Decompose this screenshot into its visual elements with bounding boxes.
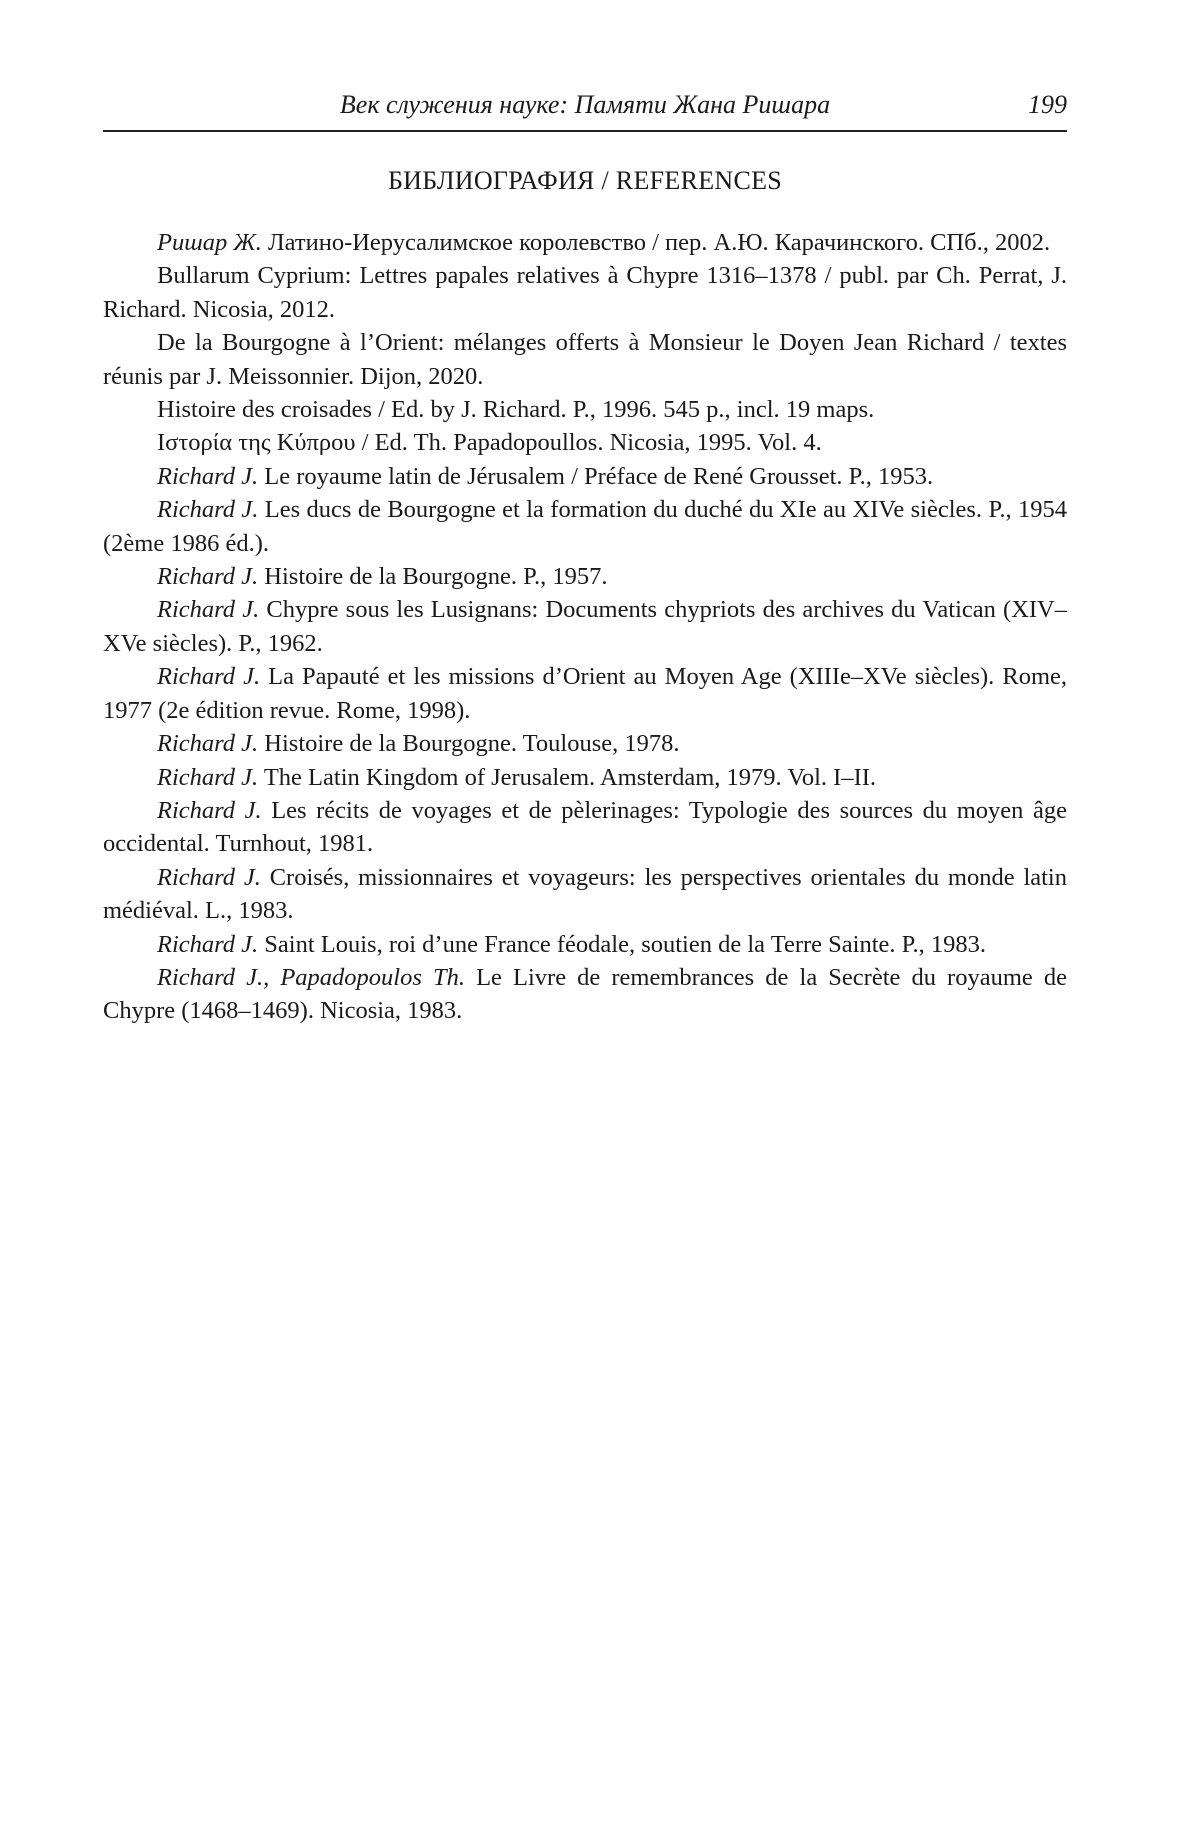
reference-author: Richard J. bbox=[157, 864, 261, 891]
reference-entry bbox=[103, 727, 1067, 760]
reference-text: La Papauté et les missions d’Orient au Moyen Age (XIIIe–XVe siècles). Rome, 1977 (2e édition revue. Rome, 1998). bbox=[103, 663, 1067, 723]
reference-entry bbox=[103, 660, 1067, 727]
running-title: Век служения науке: Памяти Жана Ришара bbox=[103, 88, 1067, 122]
reference-entry bbox=[103, 393, 1067, 426]
reference-author: Richard J. bbox=[157, 496, 258, 523]
reference-author: Richard J. bbox=[157, 764, 258, 791]
reference-author: Richard J. bbox=[157, 596, 259, 623]
reference-entry bbox=[103, 259, 1067, 326]
running-header bbox=[103, 96, 1067, 132]
reference-text: Saint Louis, roi d’une France féodale, soutien de la Terre Sainte. P., 1983. bbox=[258, 931, 986, 958]
reference-text: Chypre sous les Lusignans: Documents chypriots des archives du Vatican (XIV–XVe siècles). P., 1962. bbox=[103, 596, 1067, 656]
reference-text: Histoire des croisades / Ed. by J. Richard. P., 1996. 545 p., incl. 19 maps. bbox=[157, 396, 874, 423]
reference-author: Richard J. bbox=[157, 463, 258, 490]
reference-author: Richard J. bbox=[157, 931, 258, 958]
reference-text: The Latin Kingdom of Jerusalem. Amsterdam, 1979. Vol. I–II. bbox=[258, 764, 876, 791]
section-title: БИБЛИОГРАФИЯ / REFERENCES bbox=[103, 166, 1067, 196]
reference-text: De la Bourgogne à l’Orient: mélanges offerts à Monsieur le Doyen Jean Richard / textes réunis par J. Meissonnier. Dijon, 2020. bbox=[103, 329, 1067, 389]
reference-author: Richard J. bbox=[157, 730, 258, 757]
reference-entry bbox=[103, 426, 1067, 459]
reference-entry bbox=[103, 226, 1067, 259]
reference-entry bbox=[103, 493, 1067, 560]
reference-text: Bullarum Cyprium: Lettres papales relatives à Chypre 1316–1378 / publ. par Ch. Perrat, J. Richard. Nicosia, 2012. bbox=[103, 262, 1067, 322]
reference-text: Le Livre de remembrances de la Secrète du royaume de Chypre (1468–1469). Nicosia, 1983. bbox=[103, 964, 1067, 1024]
reference-entry bbox=[103, 326, 1067, 393]
reference-entry bbox=[103, 794, 1067, 861]
reference-author: Ришар Ж. bbox=[157, 229, 262, 256]
reference-author: Richard J. bbox=[157, 797, 262, 824]
reference-text: Латино-Иерусалимское королевство / пер. А.Ю. Карачинского. СПб., 2002. bbox=[262, 229, 1050, 256]
reference-author: Richard J. bbox=[157, 563, 258, 590]
reference-text: Les récits de voyages et de pèlerinages: Typologie des sources du moyen âge occidental. Turnhout, 1981. bbox=[103, 797, 1067, 857]
reference-text: Les ducs de Bourgogne et la formation du duché du XIe au XIVe siècles. P., 1954 (2ème 1986 éd.). bbox=[103, 496, 1067, 556]
reference-text: Histoire de la Bourgogne. P., 1957. bbox=[258, 563, 607, 590]
reference-list bbox=[103, 226, 1067, 1028]
reference-text: Le royaume latin de Jérusalem / Préface de René Grousset. P., 1953. bbox=[258, 463, 933, 490]
reference-text: Ιστορία της Κύπρου / Ed. Th. Papadopoullos. Nicosia, 1995. Vol. 4. bbox=[157, 429, 822, 456]
reference-author: Richard J. bbox=[157, 663, 260, 690]
reference-entry bbox=[103, 593, 1067, 660]
reference-entry bbox=[103, 460, 1067, 493]
reference-entry bbox=[103, 928, 1067, 961]
reference-text: Histoire de la Bourgogne. Toulouse, 1978. bbox=[258, 730, 679, 757]
reference-entry bbox=[103, 761, 1067, 794]
reference-entry bbox=[103, 861, 1067, 928]
reference-entry bbox=[103, 560, 1067, 593]
reference-entry bbox=[103, 961, 1067, 1028]
page bbox=[103, 96, 1067, 1028]
page-number: 199 bbox=[1028, 88, 1067, 122]
reference-author: Richard J., Papadopoulos Th. bbox=[157, 964, 465, 991]
reference-text: Croisés, missionnaires et voyageurs: les perspectives orientales du monde latin médiéval. L., 1983. bbox=[103, 864, 1067, 924]
